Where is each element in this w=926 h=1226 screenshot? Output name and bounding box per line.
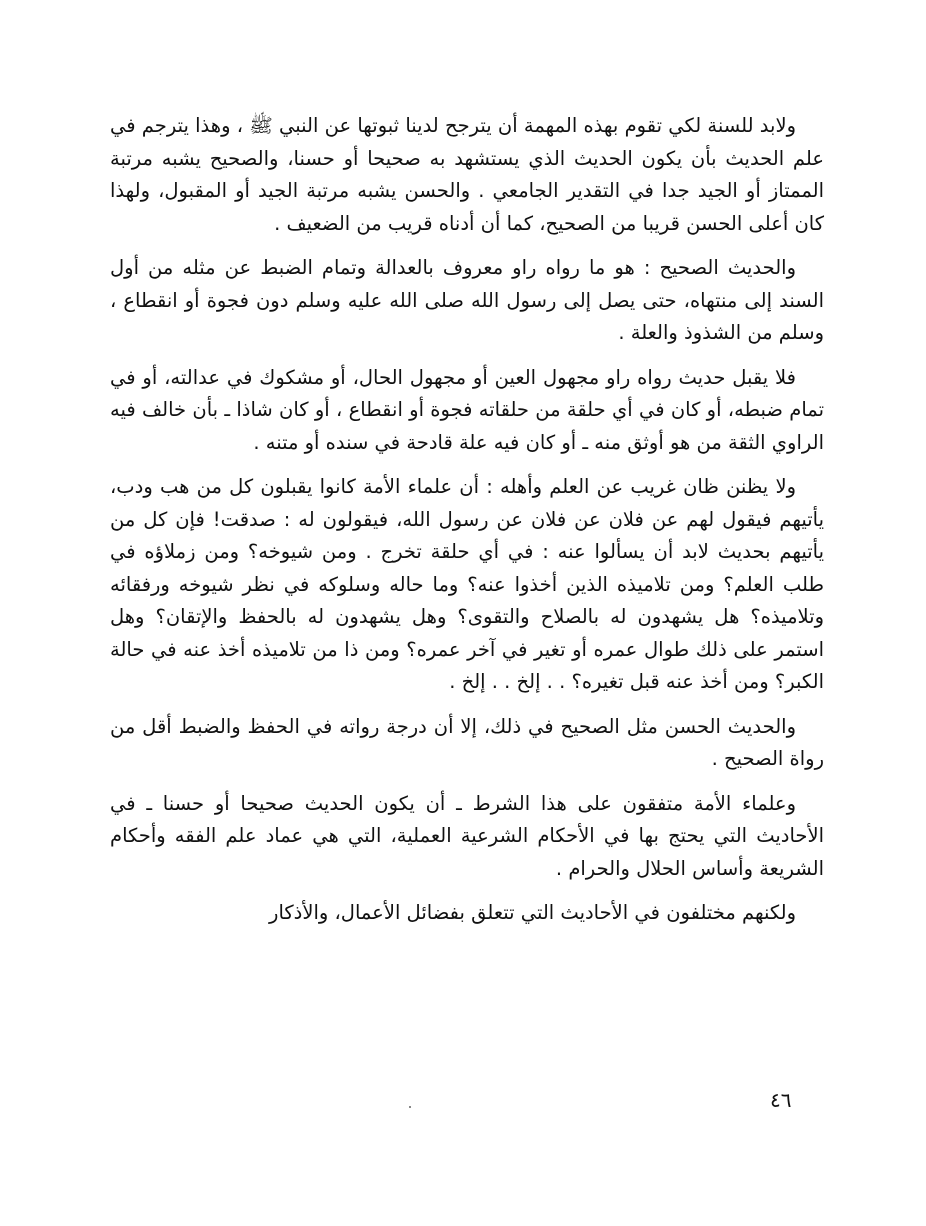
paragraph-2: والحديث الصحيح : هو ما رواه راو معروف بالعدالة وتمام الضبط عن مثله من أول السند إلى منتهاه، حتى يصل إلى رسول الله صلى الله عليه وسلم دون فجوة أو انقطاع ، وسلم من الشذوذ والعلة . — [110, 256, 824, 344]
paragraph-1: ولابد للسنة لكي تقوم بهذه المهمة أن يترجح لدينا ثبوتها عن النبي ﷺ ، وهذا يترجم في علم الحديث بأن يكون الحديث الذي يستشهد به صحيحا أو حسنا، والصحيح يشبه مرتبة الممتاز أو الجيد جدا في التقدير الجامعي . والحسن يشبه مرتبة الجيد أو المقبول، ولهذا كان أعلى الحسن قريبا من الصحيح، كما أن أدناه قريب من الضعيف . — [110, 114, 824, 235]
page-number: ٤٦ — [770, 1088, 792, 1112]
paragraph-7: ولكنهم مختلفون في الأحاديث التي تتعلق بفضائل الأعمال، والأذكار — [269, 901, 796, 924]
paragraph-4: ولا يظنن ظان غريب عن العلم وأهله : أن علماء الأمة كانوا يقبلون كل من هب ودب، يأتيهم فيقول لهم عن فلان عن فلان عن رسول الله، فيقولون له : صدقت! فإن كل من يأتيهم بحديث لابد أن يسألوا عنه : في أي حلقة تخرج . ومن شيوخه؟ ومن زملاؤه في طلب العلم؟ ومن تلاميذه الذين أخذوا عنه؟ وما حاله وسلوكه في نظر شيوخه ورفقائه وتلاميذه؟ هل يشهدون له بالصلاح والتقوى؟ وهل يشهدون له بالحفظ والإتقان؟ وهل استمر على ذلك طوال عمره أو تغير في آخر عمره؟ ومن ذا من تلاميذه أخذ عنه في حالة الكبر؟ ومن أخذ عنه قبل تغيره؟ . . إلخ . . إلخ . — [110, 475, 824, 693]
paragraph-3: فلا يقبل حديث رواه راو مجهول العين أو مجهول الحال، أو مشكوك في عدالته، أو في تمام ضبطه، أو كان في أي حلقة من حلقاته فجوة أو انقطاع ، أو كان شاذا ـ بأن خالف فيه الراوي الثقة من هو أوثق منه ـ أو كان فيه علة قادحة في سنده أو متنه . — [110, 365, 824, 454]
scan-speck — [409, 1106, 411, 1108]
paragraph-6: وعلماء الأمة متفقون على هذا الشرط ـ أن يكون الحديث صحيحا أو حسنا ـ في الأحاديث التي يحتج بها في الأحكام الشرعية العملية، التي هي عماد علم الفقه وأحكام الشريعة وأساس الحلال والحرام . — [110, 791, 824, 880]
body-text — [110, 110, 824, 942]
paragraph-5: والحديث الحسن مثل الصحيح في ذلك، إلا أن درجة رواته في الحفظ والضبط أقل من رواة الصحيح . — [110, 714, 824, 770]
